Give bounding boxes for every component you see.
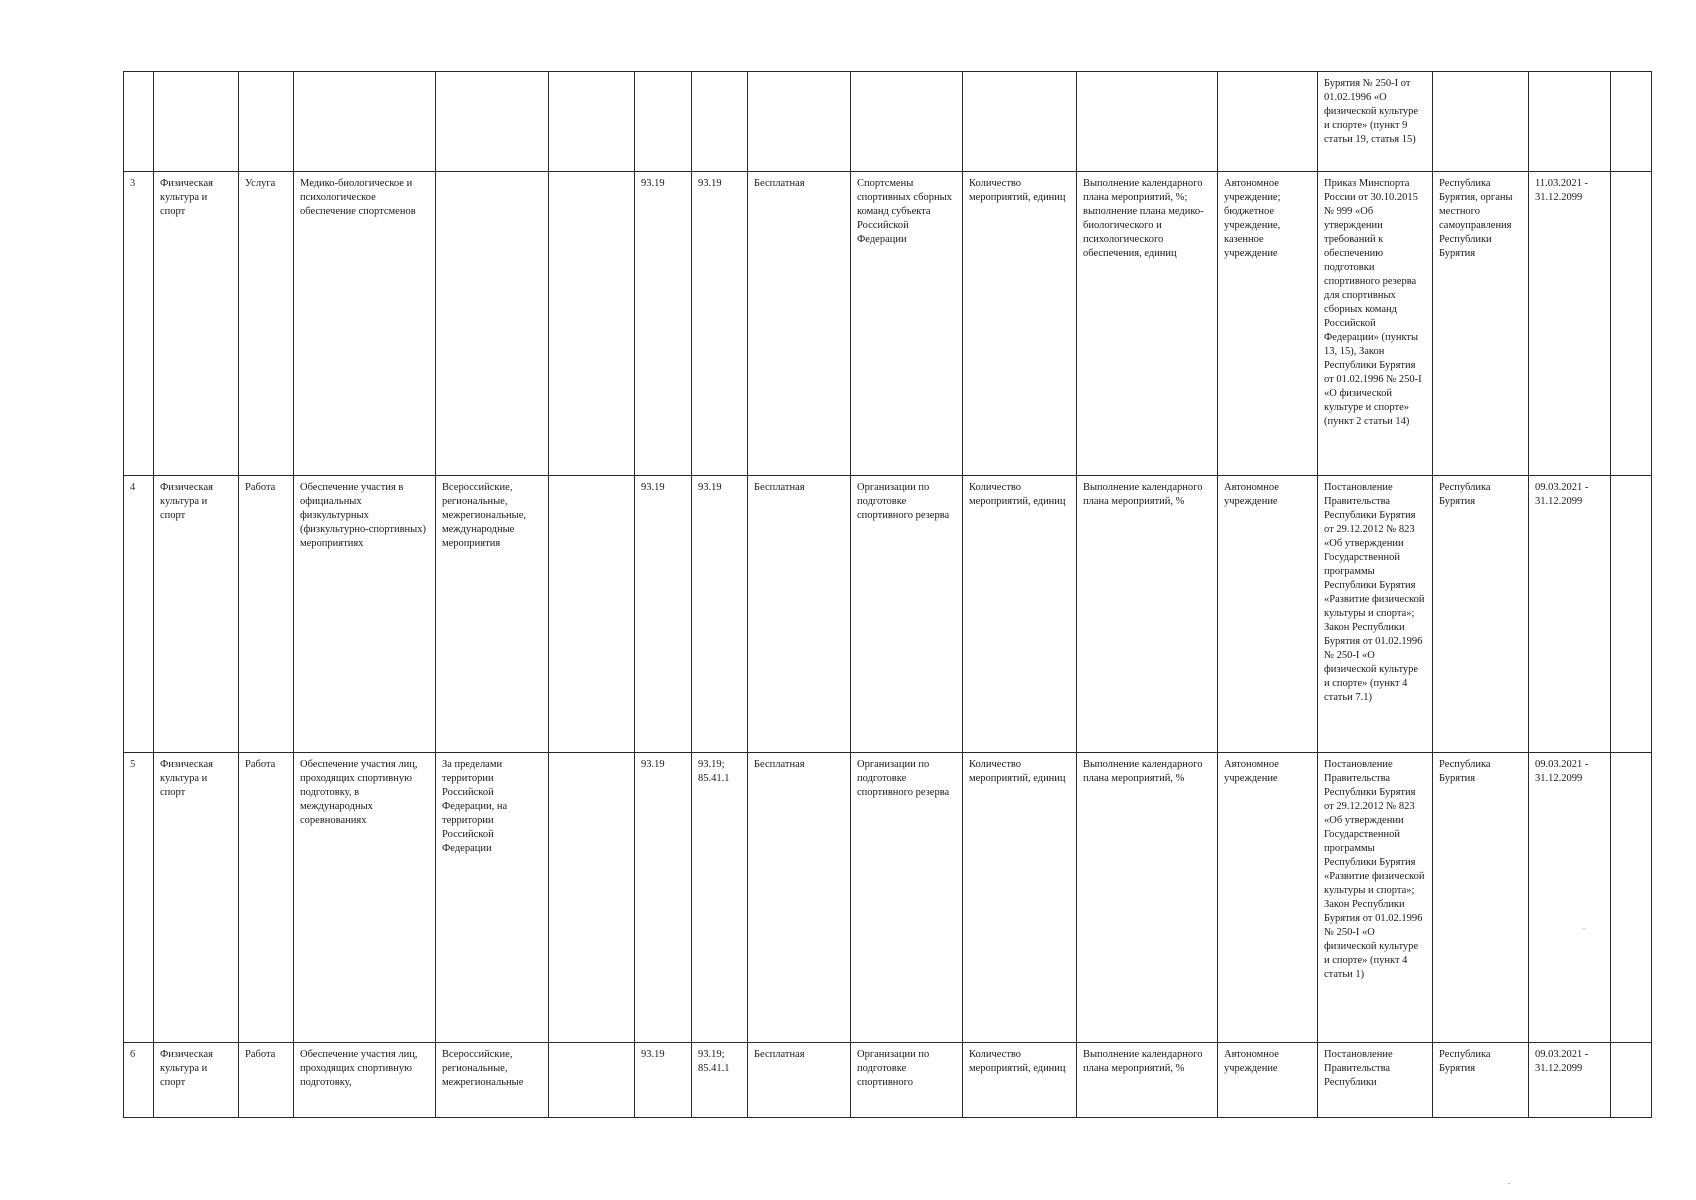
activity-sphere-cell: Физическая культура и спорт	[154, 172, 239, 476]
institution-type-cell: Автономное учреждение	[1218, 753, 1318, 1043]
activity-sphere-cell: Физическая культура и спорт	[154, 1043, 239, 1118]
scan-speck	[1508, 1183, 1510, 1184]
payment-cell: Бесплатная	[748, 476, 851, 753]
service-name-cell: Обеспечение участия лиц, проходящих спортивную подготовку, в международных соревнованиях	[294, 753, 436, 1043]
consumers-cell: Организации по подготовке спортивного резерва	[851, 753, 963, 1043]
authority-cell: Республика Бурятия	[1433, 753, 1529, 1043]
volume-indicator-cell: Количество мероприятий, единиц	[963, 1043, 1077, 1118]
service-name-cell	[294, 72, 436, 172]
legal-basis-cell: Постановление Правительства Республики	[1318, 1043, 1433, 1118]
extra-cell	[549, 172, 635, 476]
legal-basis-cell: Бурятия № 250-I от 01.02.1996 «О физической культуре и спорте» (пункт 9 статьи 19, статья 15)	[1318, 72, 1433, 172]
service-content-cell	[436, 72, 549, 172]
row-number: 5	[124, 753, 154, 1043]
volume-indicator-cell: Количество мероприятий, единиц	[963, 476, 1077, 753]
activity-sphere-cell: Физическая культура и спорт	[154, 753, 239, 1043]
service-content-cell: За пределами территории Российской Федерации, на территории Российской Федерации	[436, 753, 549, 1043]
row-number: 3	[124, 172, 154, 476]
quality-indicator-cell: Выполнение календарного плана мероприятий, %	[1077, 753, 1218, 1043]
service-type-cell	[239, 72, 294, 172]
table-row	[124, 476, 1652, 753]
okved-code-cell: 93.19	[635, 1043, 692, 1118]
quality-indicator-cell: Выполнение календарного плана мероприятий, %	[1077, 1043, 1218, 1118]
extra-cell	[549, 1043, 635, 1118]
consumers-cell: Организации по подготовке спортивного	[851, 1043, 963, 1118]
row-number: 4	[124, 476, 154, 753]
activity-sphere-cell	[154, 72, 239, 172]
row-number: 6	[124, 1043, 154, 1118]
service-type-cell: Работа	[239, 476, 294, 753]
authority-cell	[1433, 72, 1529, 172]
extra-cell	[549, 72, 635, 172]
okved-code-cell	[692, 72, 748, 172]
okved-code-cell: 93.19	[635, 476, 692, 753]
legal-basis-cell: Постановление Правительства Республики Бурятия от 29.12.2012 № 823 «Об утверждении Государственной программы Республики Бурятия «Развитие физической культуры и спорта»; Закон Республики Бурятия от 01.02.1996 № 250-I «О физической культуре и спорте» (пункт 4 статьи 7.1)	[1318, 476, 1433, 753]
service-content-cell: Всероссийские, региональные, межрегиональные	[436, 1043, 549, 1118]
payment-cell: Бесплатная	[748, 172, 851, 476]
extra-cell	[549, 476, 635, 753]
consumers-cell: Организации по подготовке спортивного резерва	[851, 476, 963, 753]
okved-code-cell	[635, 72, 692, 172]
validity-dates-cell: 11.03.2021 - 31.12.2099	[1529, 172, 1611, 476]
authority-cell: Республика Бурятия	[1433, 476, 1529, 753]
volume-indicator-cell	[963, 72, 1077, 172]
payment-cell: Бесплатная	[748, 753, 851, 1043]
institution-type-cell: Автономное учреждение	[1218, 476, 1318, 753]
service-type-cell: Работа	[239, 1043, 294, 1118]
payment-cell: Бесплатная	[748, 1043, 851, 1118]
service-name-cell: Обеспечение участия лиц, проходящих спортивную подготовку,	[294, 1043, 436, 1118]
quality-indicator-cell: Выполнение календарного плана мероприятий, %; выполнение плана медико-биологического и психологического обеспечения, единиц	[1077, 172, 1218, 476]
okved-code-cell: 93.19	[635, 753, 692, 1043]
authority-cell: Республика Бурятия, органы местного самоуправления Республики Бурятия	[1433, 172, 1529, 476]
validity-dates-cell: 09.03.2021 - 31.12.2099	[1529, 1043, 1611, 1118]
quality-indicator-cell	[1077, 72, 1218, 172]
service-name-cell: Медико-биологическое и психологическое обеспечение спортсменов	[294, 172, 436, 476]
registry-table	[123, 71, 1652, 1118]
service-content-cell: Всероссийские, региональные, межрегиональные, международные мероприятия	[436, 476, 549, 753]
service-type-cell: Услуга	[239, 172, 294, 476]
empty-cell	[1611, 1043, 1652, 1118]
service-content-cell	[436, 172, 549, 476]
institution-type-cell: Автономное учреждение	[1218, 1043, 1318, 1118]
payment-cell	[748, 72, 851, 172]
okved-code-cell: 93.19; 85.41.1	[692, 1043, 748, 1118]
validity-dates-cell	[1529, 72, 1611, 172]
okved-code-cell: 93.19	[692, 172, 748, 476]
row-number	[124, 72, 154, 172]
table-row	[124, 1043, 1652, 1118]
service-type-cell: Работа	[239, 753, 294, 1043]
scan-speck	[1583, 928, 1585, 929]
validity-dates-cell: 09.03.2021 - 31.12.2099	[1529, 476, 1611, 753]
empty-cell	[1611, 476, 1652, 753]
consumers-cell: Спортсмены спортивных сборных команд субъекта Российской Федерации	[851, 172, 963, 476]
institution-type-cell	[1218, 72, 1318, 172]
table-row	[124, 753, 1652, 1043]
validity-dates-cell: 09.03.2021 - 31.12.2099	[1529, 753, 1611, 1043]
extra-cell	[549, 753, 635, 1043]
volume-indicator-cell: Количество мероприятий, единиц	[963, 753, 1077, 1043]
okved-code-cell: 93.19	[635, 172, 692, 476]
service-name-cell: Обеспечение участия в официальных физкультурных (физкультурно-спортивных) мероприятиях	[294, 476, 436, 753]
volume-indicator-cell: Количество мероприятий, единиц	[963, 172, 1077, 476]
activity-sphere-cell: Физическая культура и спорт	[154, 476, 239, 753]
legal-basis-cell: Постановление Правительства Республики Бурятия от 29.12.2012 № 823 «Об утверждении Государственной программы Республики Бурятия «Развитие физической культуры и спорта»; Закон Республики Бурятия от 01.02.1996 № 250-I «О физической культуре и спорте» (пункт 4 статьи 1)	[1318, 753, 1433, 1043]
okved-code-cell: 93.19; 85.41.1	[692, 753, 748, 1043]
table-row	[124, 72, 1652, 172]
institution-type-cell: Автономное учреждение; бюджетное учреждение, казенное учреждение	[1218, 172, 1318, 476]
empty-cell	[1611, 72, 1652, 172]
consumers-cell	[851, 72, 963, 172]
table-row	[124, 172, 1652, 476]
quality-indicator-cell: Выполнение календарного плана мероприятий, %	[1077, 476, 1218, 753]
empty-cell	[1611, 172, 1652, 476]
authority-cell: Республика Бурятия	[1433, 1043, 1529, 1118]
legal-basis-cell: Приказ Минспорта России от 30.10.2015 № 999 «Об утверждении требований к обеспечению подготовки спортивного резерва для спортивных сборных команд Российской Федерации» (пункты 13, 15), Закон Республики Бурятия от 01.02.1996 № 250-I «О физической культуре и спорте» (пункт 2 статьи 14)	[1318, 172, 1433, 476]
okved-code-cell: 93.19	[692, 476, 748, 753]
empty-cell	[1611, 753, 1652, 1043]
